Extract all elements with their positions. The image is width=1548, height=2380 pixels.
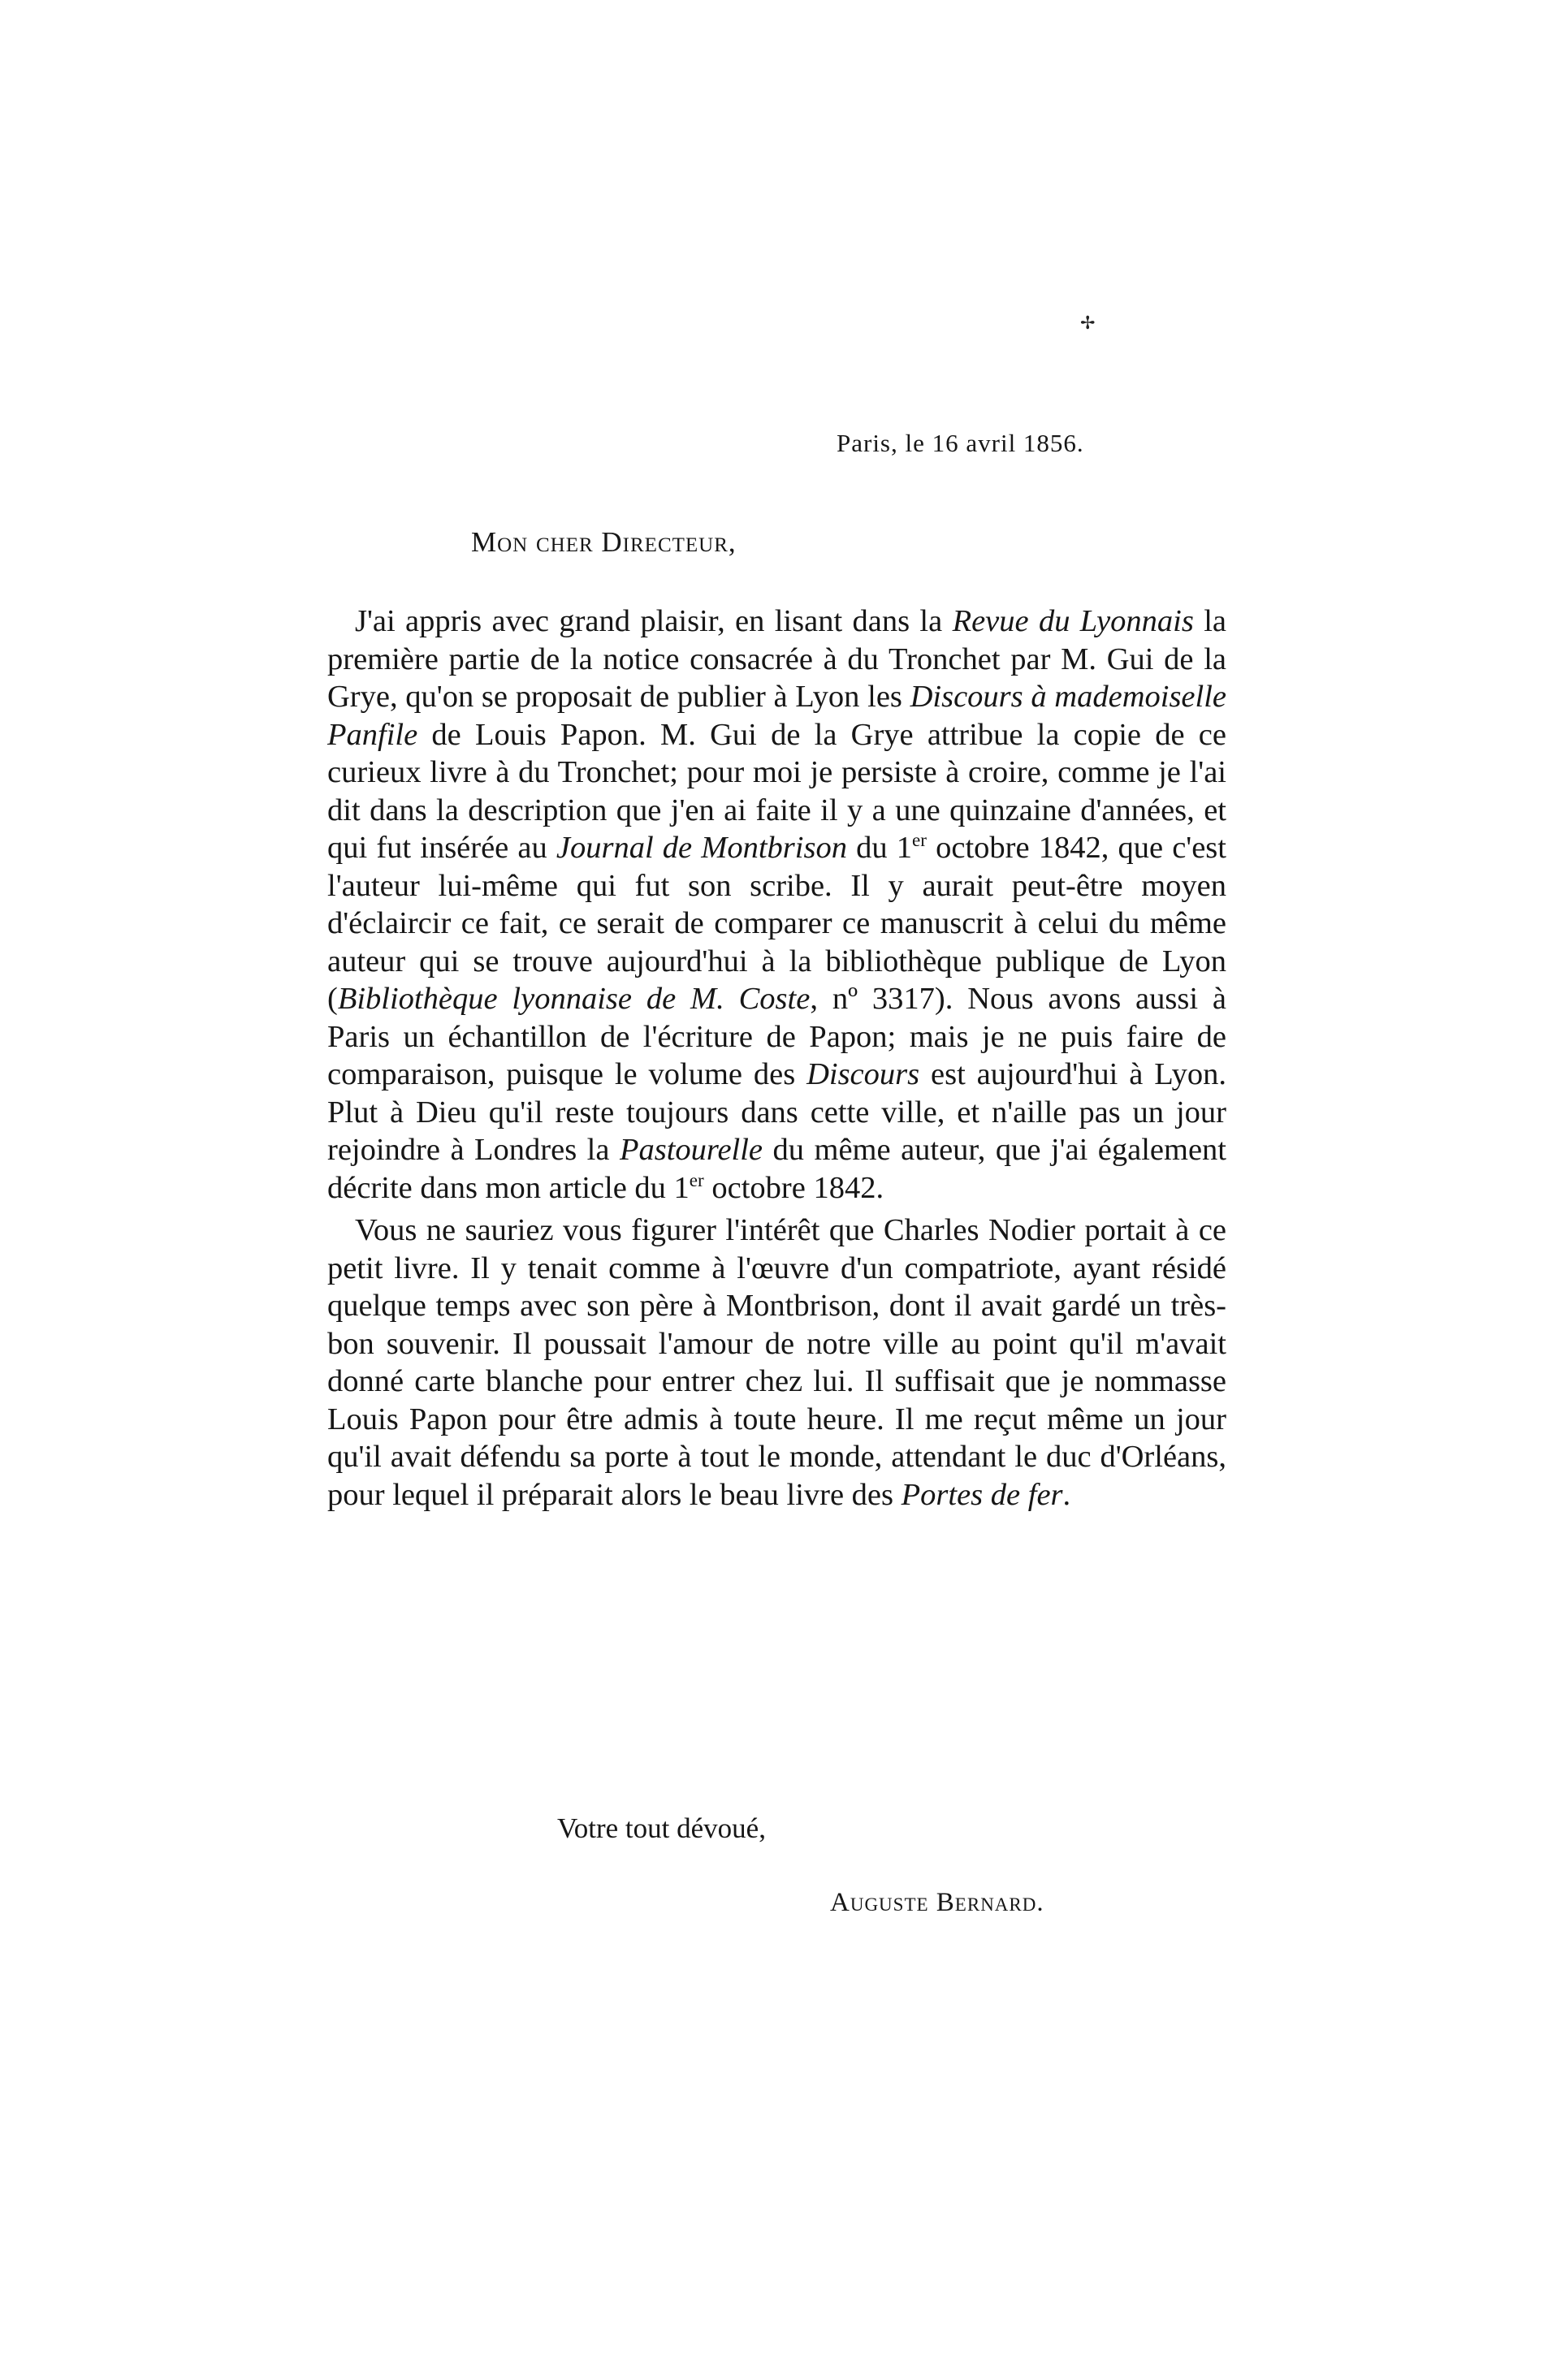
ink-speck-mark: ✢ — [1080, 313, 1096, 334]
signature — [830, 1888, 1044, 1918]
text-run: de Louis Papon. M. Gui de la Grye attribue la copie de ce curieux livre à du Tronchet; pour moi je persiste à croire, comme je l'ai dit dans la description que j'en ai faite il y a une quinzaine d'années, et qui fut insérée au — [327, 717, 1226, 865]
italic-title-text: Pastourelle — [619, 1133, 763, 1167]
italic-title-text: Journal de Montbrison — [556, 831, 847, 865]
text-run: la première partie de la notice consacrée à du Tronchet par M. Gui de la Grye, qu'on se proposait de publier à Lyon les — [327, 604, 1226, 714]
text-run: octobre 1842. — [703, 1170, 884, 1205]
text-run: octobre 1842, que c'est l'auteur lui-même qui fut son scribe. Il y aurait peut-être moyen d'éclaircir ce fait, ce serait de comparer ce manuscrit à celui du même auteur qui se trouve aujourd'hui à la bibliothèque publique de Lyon ( — [327, 831, 1226, 1016]
text-run: . — [1062, 1477, 1071, 1512]
italic-title-text: Portes de fer — [901, 1477, 1063, 1512]
paragraph-2 — [327, 1212, 1226, 1514]
dateline: Paris, le 16 avril 1856. — [837, 429, 1084, 457]
italic-title-text: Discours à mademoiselle Panfile — [327, 680, 1226, 752]
salutation — [471, 526, 737, 559]
letter-body — [327, 603, 1226, 1514]
text-run: J'ai appris avec grand plaisir, en lisant dans la — [355, 604, 953, 638]
text-run: du 1 — [846, 831, 913, 865]
closing: Votre tout dévoué, — [557, 1812, 766, 1844]
text-run: est aujourd'hui à Lyon. Plut à Dieu qu'il reste toujours dans cette ville, et n'aille pas un jour rejoindre à Londres la — [327, 1057, 1226, 1167]
italic-title-text: Discours — [806, 1057, 920, 1091]
paragraph-1 — [327, 603, 1226, 1207]
text-run: , nº 3317). Nous avons aussi à Paris un échantillon de l'écriture de Papon; mais je ne puis faire de comparaison, puisque le volume des — [327, 982, 1227, 1091]
ordinal-suffix: er — [689, 1168, 704, 1190]
italic-title-text: Revue du Lyonnais — [952, 604, 1194, 638]
signature-text: Auguste Bernard. — [830, 1888, 1044, 1917]
text-run: du même auteur, que j'ai également décrite dans mon article du 1 — [327, 1133, 1227, 1205]
text-run: Vous ne sauriez vous figurer l'intérêt que Charles Nodier portait à ce petit livre. Il y tenait comme à l'œuvre d'un compatriote, ayant résidé quelque temps avec son père à Montbrison, dont il avait gardé un très-bon souvenir. Il poussait l'amour de notre ville au point qu'il m'avait donné carte blanche pour entrer chez lui. Il suffisait que je nommasse Louis Papon pour être admis à toute heure. Il me reçut même un jour qu'il avait défendu sa porte à tout le monde, attendant le duc d'Orléans, pour lequel il préparait alors le beau livre des — [327, 1213, 1226, 1512]
ordinal-suffix: er — [912, 829, 927, 851]
salutation-text: Mon cher Directeur, — [471, 526, 737, 558]
italic-title-text: Bibliothèque lyonnaise de M. Coste — [337, 982, 811, 1016]
